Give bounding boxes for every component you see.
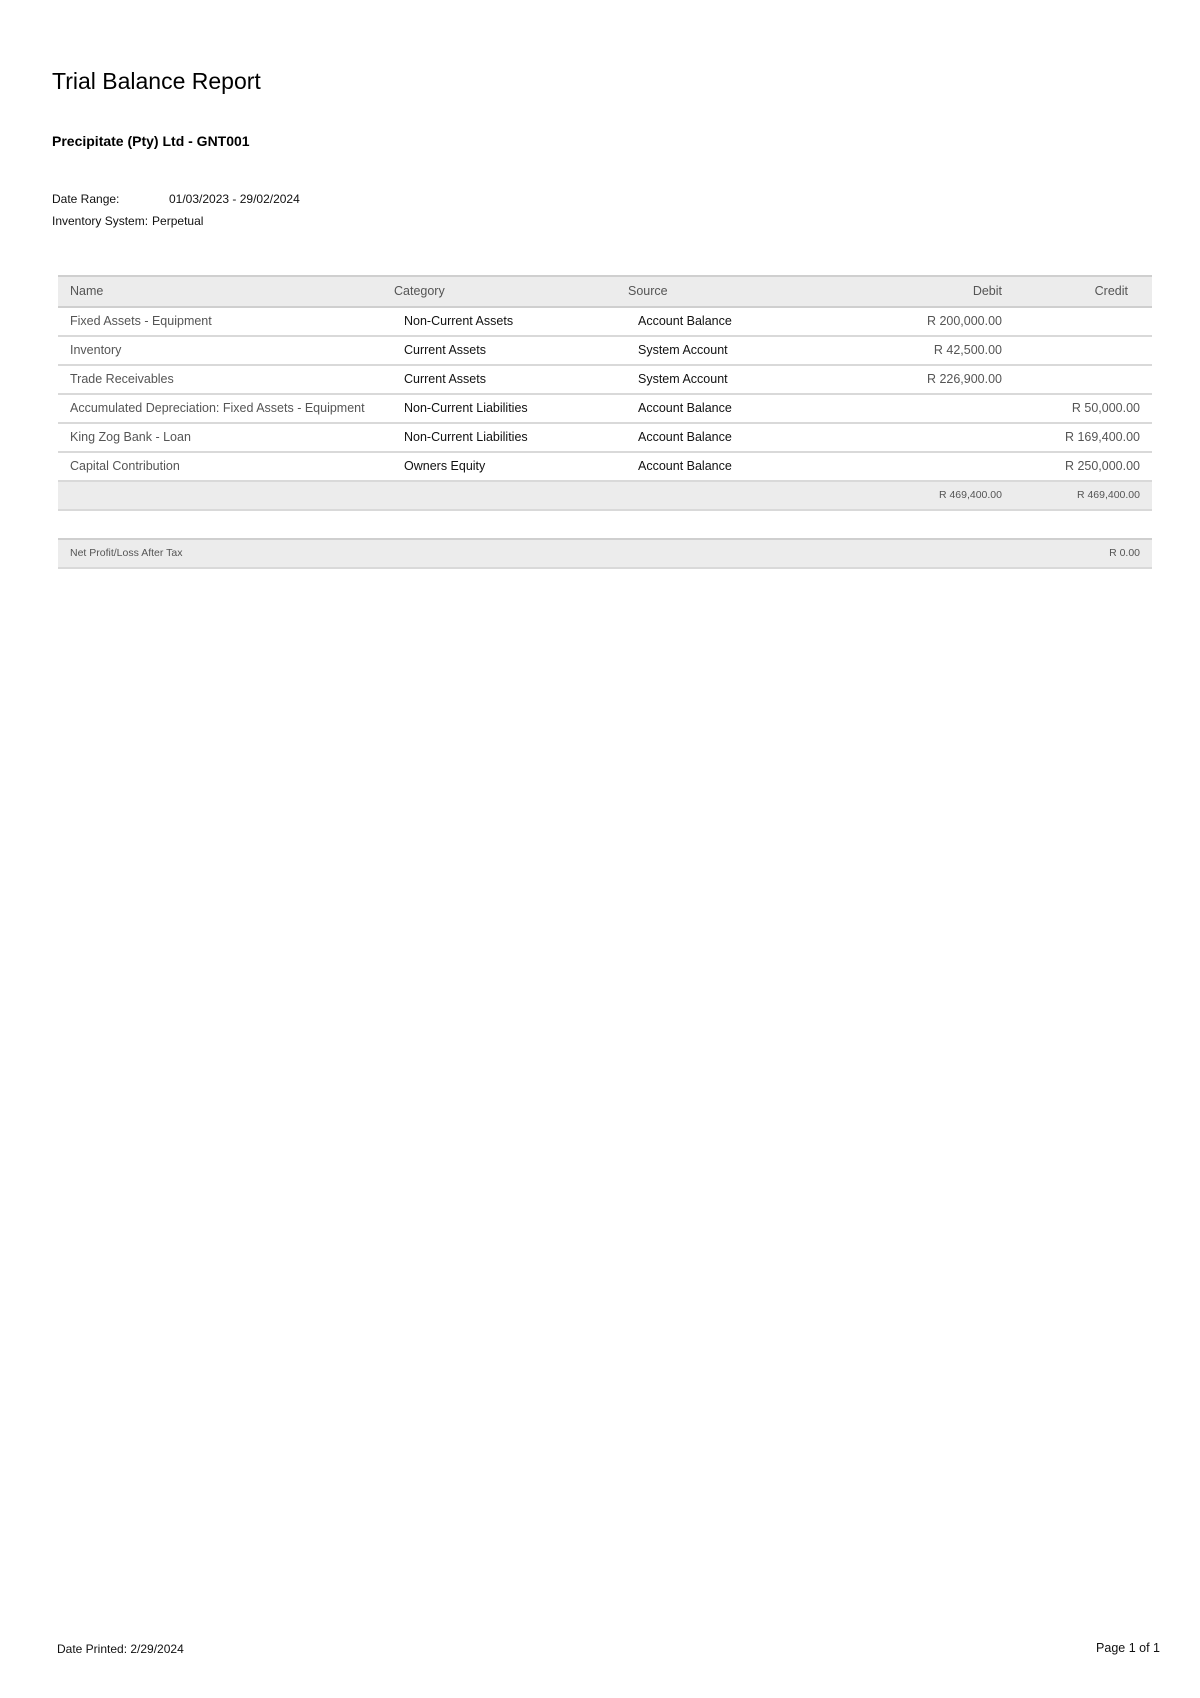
row-credit: R 250,000.00 [1026, 452, 1152, 481]
row-name [58, 394, 382, 423]
row-credit: R 50,000.00 [1026, 394, 1152, 423]
totals-row [58, 481, 1152, 510]
totals-blank [382, 481, 616, 510]
row-source: Account Balance [616, 423, 840, 452]
row-debit [840, 394, 1026, 423]
row-credit [1026, 307, 1152, 336]
table-row [58, 423, 1152, 452]
row-credit [1026, 336, 1152, 365]
row-category: Current Assets [382, 336, 616, 365]
row-credit: R 169,400.00 [1026, 423, 1152, 452]
inventory-system-label: Inventory System: [52, 214, 149, 228]
net-profit-value: R 0.00 [1026, 539, 1152, 568]
row-debit: R 226,900.00 [840, 365, 1026, 394]
row-name: Inventory [58, 336, 382, 365]
totals-blank [58, 481, 382, 510]
row-category: Current Assets [382, 365, 616, 394]
page-number: Page 1 of 1 [1096, 1641, 1160, 1655]
spacer-row [58, 510, 1152, 539]
date-range-label: Date Range: [52, 192, 120, 206]
date-range-row [52, 188, 300, 210]
row-category: Owners Equity [382, 452, 616, 481]
row-name-text: Accumulated Depreciation: Fixed Assets - Equipment [70, 401, 365, 415]
header-debit: Debit [840, 276, 1026, 307]
row-category: Non-Current Liabilities [382, 423, 616, 452]
row-credit [1026, 365, 1152, 394]
row-debit: R 42,500.00 [840, 336, 1026, 365]
row-source: System Account [616, 365, 840, 394]
report-meta [52, 188, 300, 232]
row-debit [840, 452, 1026, 481]
header-credit: Credit [1026, 276, 1152, 307]
header-source: Source [616, 276, 840, 307]
spacer-cell [58, 510, 1152, 539]
trial-balance-table [58, 275, 1152, 569]
table-row [58, 365, 1152, 394]
company-name: Precipitate (Pty) Ltd - GNT001 [52, 133, 250, 149]
net-profit-row [58, 539, 1152, 568]
row-debit [840, 423, 1026, 452]
row-category: Non-Current Assets [382, 307, 616, 336]
net-profit-label: Net Profit/Loss After Tax [58, 539, 1026, 568]
date-printed: Date Printed: 2/29/2024 [57, 1642, 184, 1656]
table-row [58, 307, 1152, 336]
table-header-row [58, 276, 1152, 307]
total-debit: R 469,400.00 [840, 481, 1026, 510]
table-row [58, 336, 1152, 365]
row-name: Fixed Assets - Equipment [58, 307, 382, 336]
date-range-value: 01/03/2023 - 29/02/2024 [169, 192, 300, 206]
row-source: Account Balance [616, 452, 840, 481]
totals-blank [616, 481, 840, 510]
row-name: Trade Receivables [58, 365, 382, 394]
report-title: Trial Balance Report [52, 68, 261, 94]
inventory-system-value: Perpetual [152, 214, 204, 228]
row-name: Capital Contribution [58, 452, 382, 481]
total-credit: R 469,400.00 [1026, 481, 1152, 510]
header-category: Category [382, 276, 616, 307]
row-source: Account Balance [616, 394, 840, 423]
header-name: Name [58, 276, 382, 307]
row-debit: R 200,000.00 [840, 307, 1026, 336]
row-name: King Zog Bank - Loan [58, 423, 382, 452]
row-source: Account Balance [616, 307, 840, 336]
inventory-system-row [52, 210, 300, 232]
row-source: System Account [616, 336, 840, 365]
table-row [58, 394, 1152, 423]
row-category: Non-Current Liabilities [382, 394, 616, 423]
table-row [58, 452, 1152, 481]
